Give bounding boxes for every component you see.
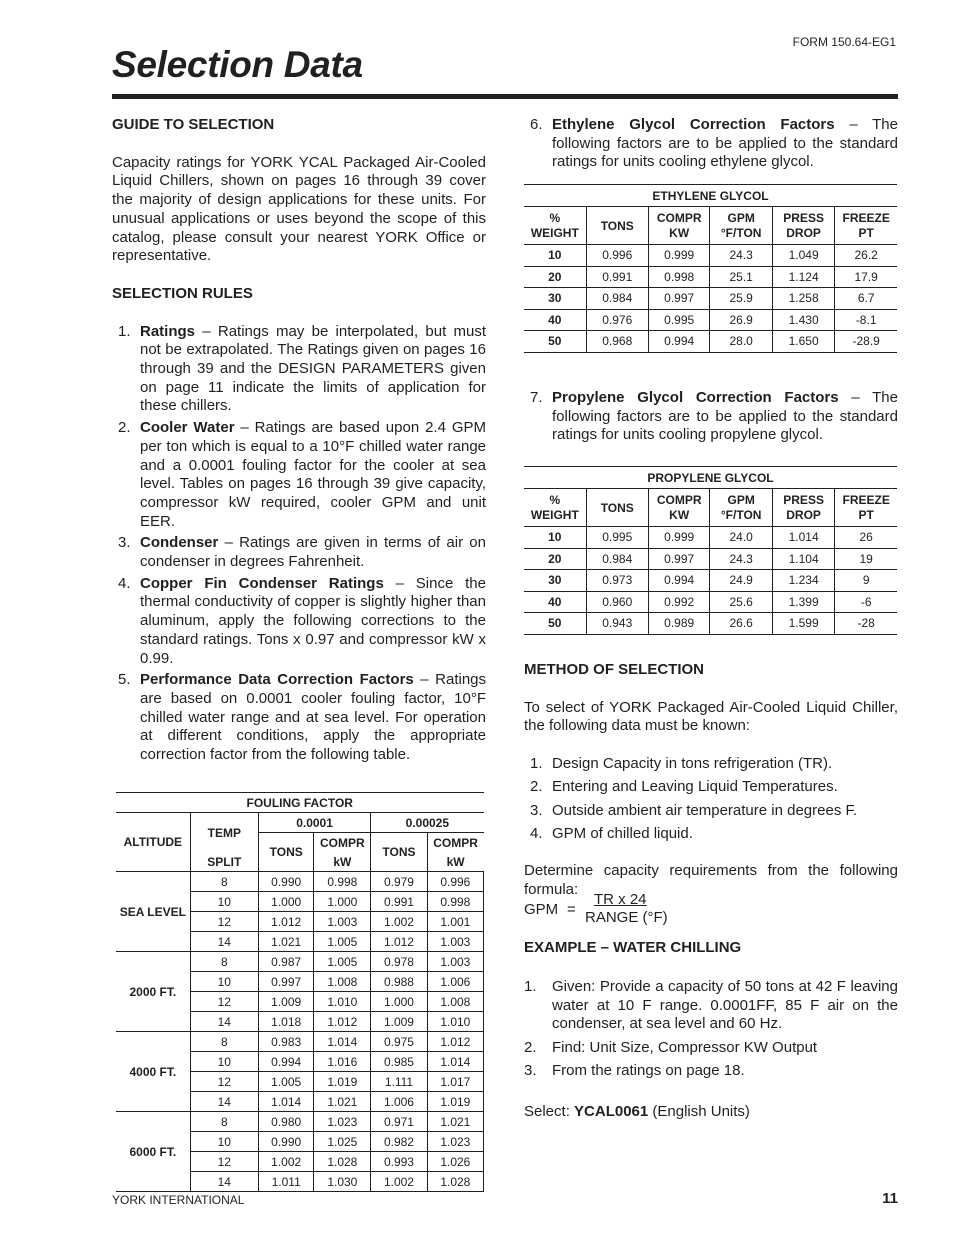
method-list [524,755,898,843]
fouling-cell: 1.014 [314,1032,371,1052]
item7-list [524,389,898,445]
fouling-cell: 1.012 [427,1032,483,1052]
fouling-cell: 1.000 [258,892,314,912]
fouling-cell: 1.019 [314,1072,371,1092]
glycol-cell: 0.997 [648,288,710,310]
fouling-cell: 1.010 [427,1012,483,1032]
item-ethylene [524,116,898,172]
pt-label: PT [858,507,874,522]
glycol-cell: 28.0 [710,331,772,353]
fouling-cell: 1.014 [258,1092,314,1112]
fouling-cell: 0.988 [371,972,428,992]
fouling-cell: 0.982 [371,1132,428,1152]
glycol-cell: 0.994 [648,331,710,353]
weight-cell: 40 [524,591,586,613]
glycol-cell: 0.999 [648,527,710,549]
drop-label: DROP [786,507,821,522]
method-number: 2. [530,778,543,796]
guide-paragraph: Capacity ratings for YORK YCAL Packaged Air-Cooled Liquid Chillers, shown on pages 16 through 39 cover the majority of design applications for these units. For unusual applications or uses beyond the scope of this catalog, please consult your nearest YORK Office or representative. [112,153,486,265]
method-item [524,802,898,821]
method-intro: To select of YORK Packaged Air-Cooled Liquid Chiller, the following data must be known: [524,698,898,735]
fouling-cell: 1.006 [371,1092,428,1112]
glycol-cell: 1.258 [772,288,834,310]
glycol-cell: 1.234 [772,570,834,592]
fouling-cell: 0.978 [371,952,428,972]
select-label: Select: [524,1103,575,1121]
glycol-cell: 1.399 [772,591,834,613]
glycol-row [524,288,897,310]
fouling-cell: 1.017 [427,1072,483,1092]
glycol-cell: 0.984 [586,548,648,570]
example-text: Find: Unit Size, Compressor KW Output [552,1038,818,1056]
glycol-cell: 0.997 [648,548,710,570]
glycol-cell: 0.943 [586,613,648,635]
temp-header: TEMP [190,813,258,853]
item-label: Ethylene Glycol Correction Factors [552,116,835,133]
compr-label: COMPR [656,210,702,225]
fouling-title: FOULING FACTOR [116,793,484,813]
fouling-cell: 1.016 [314,1052,371,1072]
fouling-cell: 1.030 [314,1172,371,1192]
glycol-cell: 1.104 [772,548,834,570]
fouling-cell: 12 [190,1152,258,1172]
glycol-cell: 0.994 [648,570,710,592]
glycol-row [524,331,897,353]
weight-cell: 10 [524,527,586,549]
glycol-cell: 1.014 [772,527,834,549]
glycol-cell: 0.991 [586,266,648,288]
item-label: Propylene Glycol Correction Factors [552,389,839,406]
glycol-row [524,527,897,549]
altitude-cell: 2000 FT. [116,952,190,1032]
method-item [524,825,898,844]
page-number: 11 [882,1190,898,1207]
fouling-cell: 0.996 [427,872,483,892]
compr-header-2: COMPR [427,833,483,853]
ff2-header: 0.00025 [371,813,484,833]
fouling-cell: 12 [190,1072,258,1092]
left-column [112,116,486,768]
rule-label: Ratings [140,322,196,340]
pct-label: % [549,210,561,225]
glycol-cell: 0.998 [648,266,710,288]
glycol-cell: 25.9 [710,288,772,310]
fouling-cell: 1.008 [427,992,483,1012]
rule-number: 3. [118,534,131,552]
drop-label: DROP [786,225,821,240]
fouling-cell: 0.990 [258,1132,314,1152]
fouling-cell: 0.983 [258,1032,314,1052]
fouling-cell: 0.979 [371,872,428,892]
split-header: SPLIT [190,852,258,872]
rule-item [112,671,486,765]
fouling-cell: 1.025 [314,1132,371,1152]
fouling-cell: 1.019 [427,1092,483,1112]
pt-label: PT [858,225,874,240]
fouling-cell: 1.000 [371,992,428,1012]
fouling-cell: 8 [190,1032,258,1052]
glycol-cell: 26 [835,527,897,549]
fouling-cell: 1.014 [427,1052,483,1072]
method-number: 3. [530,801,543,819]
ff1-header: 0.0001 [258,813,370,833]
tons-header: TONS [586,207,648,245]
fouling-cell: 1.003 [427,952,483,972]
glycol-row [524,245,897,267]
gpm-label: GPM [727,210,755,225]
glycol-cell: -6 [835,591,897,613]
fouling-cell: 1.010 [314,992,371,1012]
glycol-cell: 24.3 [710,548,772,570]
fouling-cell: 1.023 [427,1132,483,1152]
fouling-cell: 14 [190,1172,258,1192]
method-text: GPM of chilled liquid. [552,824,693,842]
method-section [524,661,898,1122]
rule-number: 4. [118,574,131,592]
rule-text: – Ratings are given in terms of air on condenser in degrees Fahrenheit. [140,534,486,571]
rule-text: – Since the thermal conductivity of copper is slightly higher than aluminum, apply the following corrections to the standard ratings. Tons x 0.97 and compressor kW x 0.99. [140,574,486,667]
rule-number: 2. [118,419,131,437]
fouling-factor-table [116,792,484,1192]
fouling-cell: 0.998 [427,892,483,912]
example-number: 2. [524,1038,537,1056]
weight-cell: 20 [524,548,586,570]
method-item [524,778,898,797]
fouling-cell: 10 [190,972,258,992]
weight-cell: 40 [524,309,586,331]
fouling-cell: 10 [190,1052,258,1072]
page-title: Selection Data [112,44,363,85]
glycol-cell: 1.124 [772,266,834,288]
fouling-cell: 1.018 [258,1012,314,1032]
glycol-cell: 1.049 [772,245,834,267]
fouling-cell: 1.008 [314,972,371,992]
rule-number: 1. [118,322,131,340]
kw-header-2: kW [427,852,483,872]
gpm-header [710,489,772,527]
press-label: PRESS [783,210,824,225]
glycol-cell: 1.430 [772,309,834,331]
rule-item [112,575,486,669]
fouling-cell: 1.028 [427,1172,483,1192]
item-text: – The following factors are to be applied to the standard ratings for units cooling propylene glycol. [552,389,898,444]
fouling-cell: 0.998 [314,872,371,892]
fouling-cell: 8 [190,872,258,892]
title-divider [112,94,898,99]
fouling-cell: 1.005 [314,952,371,972]
item-propylene [524,389,898,445]
glycol-cell: 1.650 [772,331,834,353]
fouling-row [116,1112,484,1132]
gpm-formula [524,891,898,939]
press-drop-header [772,489,834,527]
rule-text: – Ratings are based upon 2.4 GPM per ton which is equal to a 10°F chilled water range and a 0.0001 fouling factor for the cooler at sea level. Tables on pages 16 through 39 give capacity, compressor kW required, cooler GPM and unit EER. [140,419,486,530]
press-label: PRESS [783,492,824,507]
weight-cell: 20 [524,266,586,288]
fouling-cell: 14 [190,1092,258,1112]
altitude-cell: 6000 FT. [116,1112,190,1192]
weight-cell: 50 [524,331,586,353]
example-number: 1. [524,978,537,996]
select-units: (English Units) [648,1103,750,1121]
example-item [524,1062,898,1081]
glycol-cell: 0.968 [586,331,648,353]
rule-label: Performance Data Correction Factors [140,671,414,689]
glycol-cell: -8.1 [835,309,897,331]
press-drop-header [772,207,834,245]
glycol-row [524,309,897,331]
example-item [524,978,898,1034]
glycol-cell: 0.995 [586,527,648,549]
fouling-cell: 1.001 [427,912,483,932]
glycol-cell: 24.9 [710,570,772,592]
freeze-label: FREEZE [842,210,890,225]
item-number: 6. [530,116,543,133]
rule-text: – Ratings may be interpolated, but must not be extrapolated. The Ratings given on pages 16 through 39 and the DESIGN PARAMETERS given on page 11 indicate the limits of application for these chillers. [140,322,486,415]
fouling-cell: 1.005 [314,932,371,952]
fouling-cell: 1.012 [314,1012,371,1032]
fouling-cell: 12 [190,992,258,1012]
fouling-cell: 0.971 [371,1112,428,1132]
glycol-cell: 1.599 [772,613,834,635]
fouling-cell: 0.975 [371,1032,428,1052]
gpm-header [710,207,772,245]
fouling-cell: 0.985 [371,1052,428,1072]
example-number: 3. [524,1061,537,1079]
fouling-body [116,872,484,1192]
glycol-cell: 26.2 [835,245,897,267]
select-line [524,1103,898,1122]
fouling-row [116,952,484,972]
ft-label: °F/TON [720,225,762,240]
item-number: 7. [530,389,543,406]
guide-heading: GUIDE TO SELECTION [112,116,275,133]
example-text: Given: Provide a capacity of 50 tons at 42 F leaving water at 10 F range. 0.0001FF, 85 F air on the condenser, at sea level and 60 Hz. [552,978,898,1033]
method-heading: METHOD OF SELECTION [524,661,704,678]
fouling-cell: 1.011 [258,1172,314,1192]
kw-header-1: kW [314,852,371,872]
formula-denominator: RANGE (°F) [585,909,668,927]
glycol-cell: 9 [835,570,897,592]
weight-label: WEIGHT [530,507,579,522]
fouling-cell: 0.997 [258,972,314,992]
pct-weight-header [524,489,586,527]
fouling-cell: 1.026 [427,1152,483,1172]
tons-header-2: TONS [371,833,428,872]
rule-item [112,534,486,571]
ethylene-title: ETHYLENE GLYCOL [524,185,897,207]
glycol-row [524,548,897,570]
fouling-row [116,872,484,892]
rule-item [112,323,486,417]
glycol-cell: 0.960 [586,591,648,613]
select-model: YCAL0061 [574,1103,649,1121]
freeze-label: FREEZE [842,492,890,507]
example-list [524,978,898,1081]
propylene-glycol-table [524,466,897,635]
weight-label: WEIGHT [530,225,579,240]
fouling-cell: 14 [190,1012,258,1032]
fouling-cell: 1.002 [371,1172,428,1192]
fouling-cell: 1.003 [314,912,371,932]
fouling-cell: 0.993 [371,1152,428,1172]
glycol-row [524,613,897,635]
glycol-cell: 26.9 [710,309,772,331]
glycol-cell: 26.6 [710,613,772,635]
weight-cell: 30 [524,570,586,592]
ethylene-glycol-table [524,184,897,353]
right-column [524,116,898,172]
fouling-cell: 0.980 [258,1112,314,1132]
fouling-cell: 10 [190,892,258,912]
propylene-body [524,527,897,635]
weight-cell: 50 [524,613,586,635]
formula-equals: = [567,901,576,919]
ft-label: °F/TON [720,507,762,522]
tons-header: TONS [586,489,648,527]
glycol-cell: 25.1 [710,266,772,288]
glycol-row [524,266,897,288]
fouling-cell: 1.002 [258,1152,314,1172]
fouling-cell: 1.002 [371,912,428,932]
method-text: Outside ambient air temperature in degrees F. [552,801,858,819]
kw-label: KW [669,507,690,522]
example-item [524,1039,898,1058]
item6-list [524,116,898,172]
fouling-cell: 0.990 [258,872,314,892]
determine-paragraph: Determine capacity requirements from the following formula: [524,861,898,898]
glycol-cell: 0.992 [648,591,710,613]
freeze-pt-header [835,489,897,527]
formula-numerator: TR x 24 [594,891,647,909]
fouling-cell: 12 [190,912,258,932]
form-number: FORM 150.64-EG1 [792,35,896,49]
kw-label: KW [669,225,690,240]
compr-header-1: COMPR [314,833,371,853]
fouling-cell: 8 [190,952,258,972]
glycol-cell: -28 [835,613,897,635]
fouling-cell: 1.012 [258,912,314,932]
fouling-cell: 1.005 [258,1072,314,1092]
fouling-cell: 1.023 [314,1112,371,1132]
rule-label: Condenser [140,534,219,552]
fouling-cell: 1.012 [371,932,428,952]
formula-lhs: GPM [524,901,559,919]
fouling-cell: 1.000 [314,892,371,912]
compr-kw-header [648,489,710,527]
freeze-pt-header [835,207,897,245]
method-number: 4. [530,824,543,842]
fouling-cell: 1.028 [314,1152,371,1172]
glycol-cell: 25.6 [710,591,772,613]
glycol-cell: 17.9 [835,266,897,288]
pct-weight-header [524,207,586,245]
method-text: Entering and Leaving Liquid Temperatures. [552,778,838,796]
fouling-cell: 1.111 [371,1072,428,1092]
method-number: 1. [530,755,543,773]
fouling-cell: 10 [190,1132,258,1152]
glycol-cell: 0.999 [648,245,710,267]
glycol-row [524,570,897,592]
glycol-cell: 0.976 [586,309,648,331]
glycol-cell: 24.0 [710,527,772,549]
glycol-row [524,591,897,613]
weight-cell: 30 [524,288,586,310]
rule-text: – Ratings are based on 0.0001 cooler fouling factor, 10°F chilled water range and at sea level. For operation at different conditions, apply the appropriate correction factor from the following table. [140,671,486,764]
method-text: Design Capacity in tons refrigeration (TR). [552,755,833,773]
glycol-cell: 24.3 [710,245,772,267]
fouling-cell: 8 [190,1112,258,1132]
compr-label: COMPR [656,492,702,507]
glycol-cell: -28.9 [835,331,897,353]
item-text: – The following factors are to be applied to the standard ratings for units cooling ethylene glycol. [552,116,898,171]
fouling-cell: 1.009 [258,992,314,1012]
fouling-cell: 1.003 [427,932,483,952]
fouling-cell: 1.006 [427,972,483,992]
example-text: From the ratings on page 18. [552,1061,745,1079]
gpm-label: GPM [727,492,755,507]
tons-header-1: TONS [258,833,314,872]
rules-heading: SELECTION RULES [112,284,253,302]
rule-label: Copper Fin Condenser Ratings [140,574,384,592]
altitude-header: ALTITUDE [116,813,190,872]
item7-block [524,389,898,445]
rules-list [112,323,486,765]
glycol-cell: 19 [835,548,897,570]
fouling-cell: 1.009 [371,1012,428,1032]
example-heading: EXAMPLE – WATER CHILLING [524,939,742,957]
fouling-cell: 1.021 [258,932,314,952]
glycol-cell: 0.973 [586,570,648,592]
weight-cell: 10 [524,245,586,267]
fouling-cell: 0.994 [258,1052,314,1072]
rule-number: 5. [118,671,131,689]
propylene-title: PROPYLENE GLYCOL [524,467,897,489]
glycol-cell: 0.989 [648,613,710,635]
compr-kw-header [648,207,710,245]
altitude-cell: SEA LEVEL [116,872,190,952]
glycol-cell: 0.996 [586,245,648,267]
fouling-cell: 1.021 [427,1112,483,1132]
rule-item [112,419,486,531]
method-item [524,755,898,774]
fouling-row [116,1032,484,1052]
fouling-cell: 0.991 [371,892,428,912]
rule-label: Cooler Water [140,419,235,437]
glycol-cell: 6.7 [835,288,897,310]
pct-label: % [549,492,561,507]
footer-company: YORK INTERNATIONAL [112,1193,245,1207]
fouling-cell: 0.987 [258,952,314,972]
fouling-cell: 1.021 [314,1092,371,1112]
glycol-cell: 0.984 [586,288,648,310]
ethylene-body [524,245,897,353]
altitude-cell: 4000 FT. [116,1032,190,1112]
fouling-cell: 14 [190,932,258,952]
glycol-cell: 0.995 [648,309,710,331]
